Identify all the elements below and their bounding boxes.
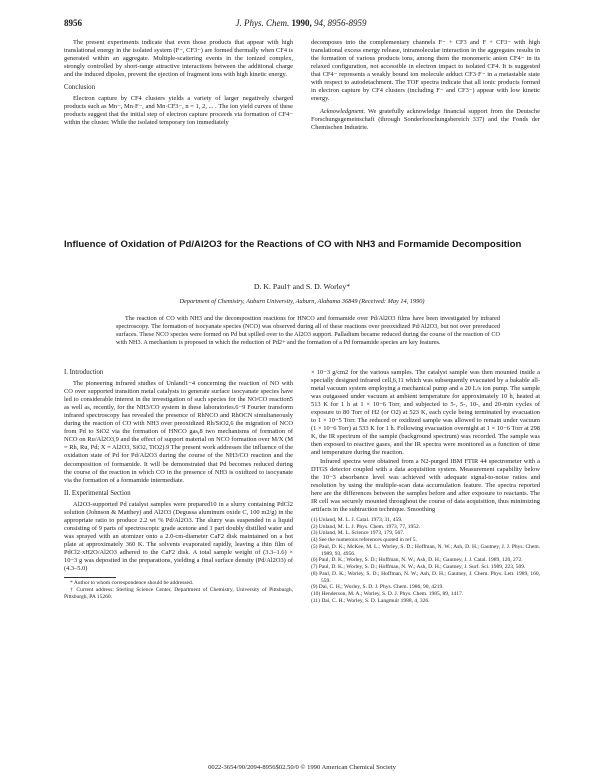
spectrometer-paragraph: Infrared spectra were obtained from a N2-purged IBM FTIR 44 spectrometer with a DTGS detector coupled with a data acquisition system. Measurement capability below the 10−3 absorbance level was achieved with adequate signal-to-noise ratios and resolution by using the multiple-scan data accumulation feature. The spectra reported here are the differences between the samples before and after exposure to reactants. The IR cell was securely mounted throughout the course of data acquisition, thus minimizing artifacts in the subtraction technique. Smoothing	[311, 457, 540, 513]
footnote-corresponding: * Author to whom correspondence should be addressed.	[70, 580, 194, 587]
copyright-footer: 0022-3654/90/2094-8956$02.50/0 © 1990 American Chemical Society	[208, 764, 396, 771]
article-affiliation: Department of Chemistry, Auburn University, Auburn, Alabama 36849 (Received: May 14, 1990)	[179, 298, 425, 305]
introduction-paragraph: The pioneering infrared studies of Unland1−4 concerning the reaction of NO with CO over supported transition metal catalysts to generate surface isocyanate species have led to considerable interest in the investigation of such species for the NO/CO reaction5 as well as, recently, for the NH3/CO system in these laboratories.6−9 Fourier transform infrared spectroscopy has revealed the presence of RhNCO and RhOCN simultaneously during the reaction of CO with NH3 over preoxidized Rh/SiO2,6 the migration of NCO from Pd to SiO2 via the formation of HNCO gas,8 two mechanisms of formation of NCO on Ru/Al2O3,9 and the effect of support material on NCO formation over M/X (M = Rh, Ru, Pd; X = Al2O3, SiO2, TiO2).9 The present work addresses the influence of the oxidation state of Pd for Pd/Al2O3 during the course of the NH3/CO reaction and the decomposition of formamide. It will be demonstrated that Pd becomes reduced during the course of the reaction in which CO in the presence of NH3 is oxidized to isocyanate via the formation of a formamide intermediate.	[64, 380, 293, 484]
references-list	[311, 517, 540, 605]
prev-article-left-column	[64, 39, 293, 127]
reference-item: (3) Unland, M. L. Science 1973, 179, 567.	[311, 530, 405, 537]
reference-item: (2) Unland, M. L. J. Phys. Chem. 1973, 77, 1952.	[311, 523, 421, 530]
body-right-column	[311, 369, 540, 605]
journal-citation	[64, 18, 538, 28]
footnote-rule	[64, 577, 116, 578]
prev-article-right-column	[311, 39, 540, 133]
conclusion-heading: Conclusion	[64, 84, 95, 92]
body-left-column	[64, 369, 293, 601]
experimental-paragraph-continued: × 10−3 g/cm2 for the various samples. The catalyst sample was then mounted inside a specially designed infrared cell,6,11 which was subsequently evacuated by a bakable all-metal vacuum system employing a mechanical pump and a 20 L/s ion pump. The sample was outgassed under vacuum at ambient temperature for approximately 10 h, heated at 513 K for 1 h at 1 × 10−6 Torr, and subjected to 5-, 5-, 10-, and 20-min cycles of exposure to 80 Torr of H2 (or O2) at 523 K, each cycle being terminated by evacuation to 1 × 10−5 Torr. The reduced or oxidized sample was allowed to remain under vacuum (1 × 10−6 Torr) at 533 K for 1 h. Following evacuation overnight at 1 × 10−6 Torr at 298 K, the IR spectrum of the sample (background spectrum) was recorded. The sample was then exposed to reactive gases, and the IR spectra were monitored as a function of time and temperature during the reaction.	[311, 369, 540, 457]
journal-name: J. Phys. Chem.	[235, 18, 290, 28]
reference-item: (9) Dai, C. H.; Worley, S. D. J. Phys. Chem. 1986, 90, 4219.	[311, 584, 444, 591]
footnote-current-address: † Current address: Sterling Science Center, Department of Chemistry, University of Pittsburgh, Pittsburgh, PA 15260.	[64, 586, 293, 600]
reference-item: (11) Dai, C. H.; Worley, S. D. Langmuir 1988, 4, 326.	[311, 597, 430, 604]
reference-item: (7) Paul, D. K.; Worley, S. D.; Hoffman, N. W.; Ash, D. H.; Gautney, J. Surf. Sci. 1989, 223, 509.	[311, 564, 526, 571]
running-head	[64, 18, 538, 30]
page-number: 8956	[64, 18, 82, 28]
reference-item: (1) Unland, M. L. J. Catal. 1973, 31, 459.	[311, 516, 403, 523]
reference-item: (10) Henderson, M. A.; Worley, S. D. J. Phys. Chem. 1985, 89, 1417.	[311, 591, 464, 598]
acknowledgment-label: Acknowledgment.	[320, 108, 366, 116]
article-authors: D. K. Paul† and S. D. Worley*	[253, 282, 351, 291]
journal-volume-pages: 94, 8956-8959	[314, 18, 367, 28]
acknowledgment-text: We gratefully acknowledge financial support from the Deutsche Forschungsgemeinschaft (through Sonderforschungsbereich 337) and the Fonds der Chemischen Industrie.	[311, 108, 540, 132]
introduction-heading: I. Introduction	[64, 369, 104, 376]
reference-item: (4) See the numerous references quoted in ref 5.	[311, 537, 417, 544]
conclusion-paragraph: Electron capture by CF4 clusters yields a variety of larger negatively charged products such as Mn−, Mn·F−, and Mn·CF3−, n = 1, 2, ... . The ion yield curves of these products suggest that the initial step of electron capture proceeds via formation of CF4− within the cluster. While the isolated temporary ion immediately	[64, 95, 293, 127]
article-abstract: The reaction of CO with NH3 and the decomposition reactions for HNCO and formamide over Pd/Al2O3 films have been investigated by infrared spectroscopy. The formation of isocyanate species (NCO) was observed during all of these reactions over preoxidized Pd/Al2O3, but not over prereduced surfaces. These NCO species were formed on Pd but spilled over to the Al2O3 support. Palladium became reduced during the course of the reaction of CO with NH3. A mechanism is proposed in which the reduction of Pd2+ and the formation of a Pd formamide species are key features.	[116, 315, 500, 346]
acknowledgment	[311, 108, 540, 132]
experimental-heading: II. Experimental Section	[64, 489, 131, 497]
reference-item: (5) Paul, D. K.; McKee, M. L.; Worley, S. D.; Hoffman, N. W.; Ash, D. H.; Gautney, J. J. Phys. Chem. 1989, 93, 4956.	[311, 543, 540, 557]
reference-item: (6) Paul, D. K.; Worley, S. D.; Hoffman, N. W.; Ash, D. H.; Gautney, J. J. Catal. 1989, 120, 272.	[311, 557, 523, 564]
article-title: Influence of Oxidation of Pd/Al2O3 for the Reactions of CO with NH3 and Formamide Decomposition	[64, 239, 522, 250]
footnotes	[64, 580, 293, 600]
prev-paragraph-continued: decomposes into the complementary channels F− + CF3 and F + CF3− with high translational excess energy release, intramolecular interaction in the aggregates results in the formation of various products ions, among them the monomeric anion CF4− in its relaxed configuration, not accessible in electron impact to isolated CF4. It is suggested that CF4− represents a weakly bound ion molecule adduct CF3·F− in a metastable state with respect to autodetachment. The TOF spectra indicate that all ionic products formed in electron capture by CF4 clusters (including F− and CF3−) appear with low kinetic energy.	[311, 39, 540, 103]
experimental-paragraph: Al2O3-supported Pd catalyst samples were prepared10 in a slurry containing PdCl2 solution (Johnson & Matthey) and Al2O3 (Degussa aluminum oxide C, 100 m2/g) in the appropriate ratio to produce 2.2 wt % Pd/Al2O3. The slurry was suspended in a liquid consisting of 9 parts of spectroscopic grade acetone and 1 part doubly distilled water and was sprayed with an atomizer onto a 2.0-cm-diameter CaF2 disk maintained on a hot plate at approximately 360 K. The solvents evaporated rapidly, leaving a thin film of PdCl2·xH2O/Al2O3 adhered to the CaF2 disk. A total sample weight of (3.3–1.6) × 10−3 g was deposited in the preparations, yielding a final surface density (Pd/Al2O3) of (4.3–5.0)	[64, 500, 293, 573]
journal-year: 1990,	[291, 18, 312, 28]
prev-paragraph: The present experiments indicate that even those products that appear with high translational energy in the isolated system (F−, CF3−) are formed thermally when CF4 is generated within an aggregate. Multiple-scattering events in the ionized complex, strongly controlled by short-range attractive interactions between the additional charge and the induced dipoles, prevent the ejection of fragment ions with high kinetic energy.	[64, 39, 293, 79]
reference-item: (8) Paul, D. K.; Worley, S. D.; Hoffman, N. W.; Ash, D. H.; Gautney, J. Chem. Phys. Lett. 1989, 160, 559.	[311, 570, 540, 584]
